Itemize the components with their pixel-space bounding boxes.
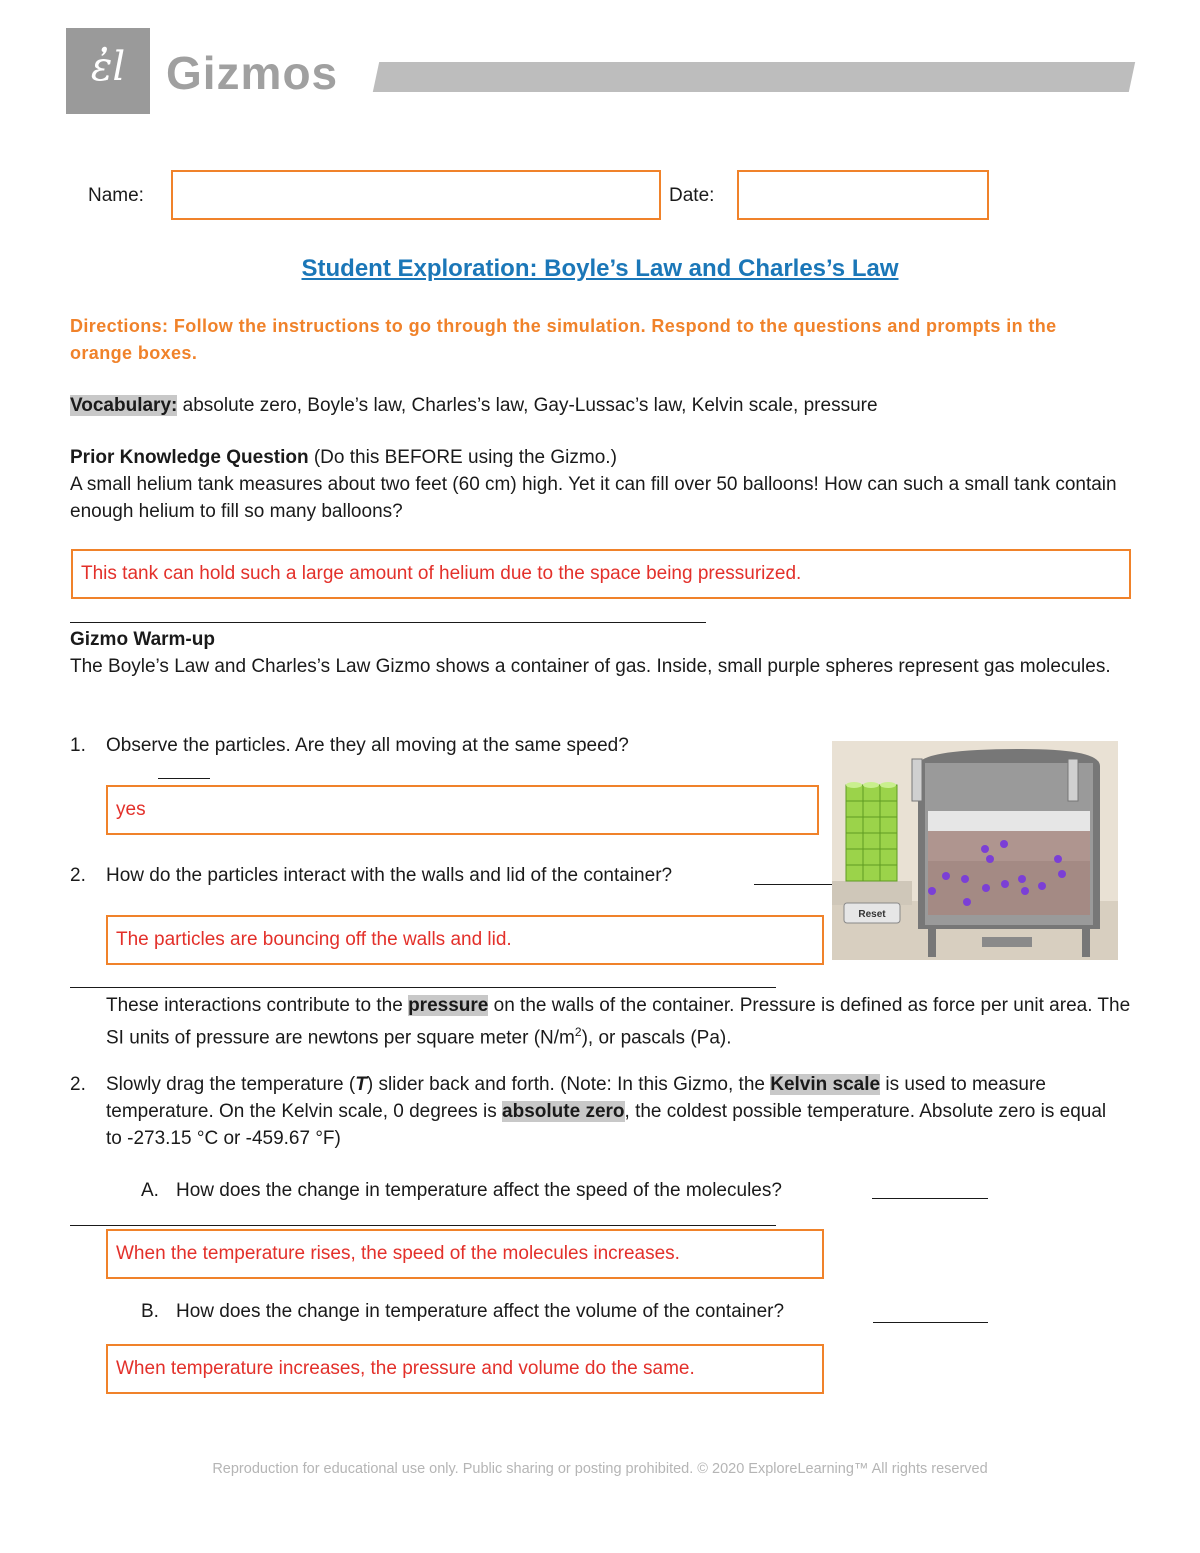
header-bar [373, 62, 1135, 92]
page-title: Student Exploration: Boyle’s Law and Charles’s Law [301, 255, 899, 282]
explorelearning-logo-icon: ἐl [90, 44, 126, 90]
q1-blank [158, 778, 210, 779]
pressure-superscript: 2 [574, 1025, 582, 1039]
qB-text: How does the change in temperature affect the volume of the container? [176, 1301, 785, 1322]
qB-label: B. [141, 1301, 159, 1322]
kelvin-scale-term: Kelvin scale [770, 1074, 881, 1095]
q1-answer[interactable]: yes [106, 785, 819, 835]
q2-blank [754, 884, 832, 885]
q3-text-3: is used to measure temperature. On the Kelvin scale, 0 degrees is [106, 1074, 1046, 1122]
warmup-heading: Gizmo Warm-up [70, 629, 215, 650]
reset-button-label: Reset [858, 909, 886, 920]
qB-answer[interactable]: When temperature increases, the pressure and volume do the same. [106, 1344, 824, 1394]
pressure-text-2: on the walls of the container. Pressure is defined as force per unit area. The SI units of pressure are newtons per square meter (N/m [106, 995, 1131, 1049]
prior-knowledge-heading: Prior Knowledge Question [70, 447, 309, 468]
q3-text-2: ) slider back and forth. (Note: In this Gizmo, the [366, 1074, 765, 1095]
q3-number: 2. [70, 1074, 86, 1095]
gizmo-screenshot [832, 741, 1118, 960]
qA-blank [872, 1198, 988, 1199]
warmup-section [70, 626, 1120, 680]
qA-answer[interactable]: When the temperature rises, the speed of the molecules increases. [106, 1229, 824, 1279]
name-label: Name: [88, 185, 144, 206]
gizmo-container-illustration [832, 741, 1118, 960]
q3-text-4: , the coldest possible temperature. Absolute zero is equal to -273.15 °C or -459.67 °F) [106, 1101, 1107, 1149]
footer-copyright: Reproduction for educational use only. Public sharing or posting prohibited. © 2020 ExploreLearning™ All rights reserved [212, 1461, 988, 1477]
pressure-text-1: These interactions contribute to the [106, 995, 403, 1016]
absolute-zero-term: absolute zero [502, 1101, 625, 1122]
brand-name: Gizmos [166, 47, 339, 99]
divider [70, 1225, 776, 1226]
pressure-text-3: ), or pascals (Pa). [581, 1027, 732, 1049]
q1-text: Observe the particles. Are they all moving at the same speed? [106, 735, 629, 756]
q3-text [106, 1071, 1126, 1152]
q2-answer[interactable]: The particles are bouncing off the walls and lid. [106, 915, 824, 965]
q3-variable: T [355, 1074, 367, 1095]
vocabulary [70, 392, 1130, 419]
date-label: Date: [669, 185, 715, 206]
name-field[interactable] [171, 170, 661, 220]
warmup-intro: The Boyle’s Law and Charles’s Law Gizmo shows a container of gas. Inside, small purple spheres represent gas molecules. [70, 656, 1111, 677]
vocabulary-label: Vocabulary: [70, 395, 178, 416]
q2-text: How do the particles interact with the walls and lid of the container? [106, 865, 673, 886]
prior-knowledge-question: A small helium tank measures about two feet (60 cm) high. Yet it can fill over 50 balloons! How can such a small tank contain enough helium to fill so many balloons? [70, 474, 1117, 522]
directions: Directions: Follow the instructions to go through the simulation. Respond to the questions and prompts in the orange boxes. [70, 316, 1057, 363]
divider [70, 987, 776, 988]
qB-blank [873, 1322, 988, 1323]
prior-knowledge-note: (Do this BEFORE using the Gizmo.) [313, 447, 617, 468]
vocabulary-terms: absolute zero, Boyle’s law, Charles’s law, Gay-Lussac’s law, Kelvin scale, pressure [182, 395, 878, 416]
date-field[interactable] [737, 170, 989, 220]
q1-number: 1. [70, 735, 86, 756]
divider [70, 622, 706, 623]
q2-number: 2. [70, 865, 86, 886]
pressure-paragraph [106, 992, 1141, 1051]
prior-knowledge-answer[interactable]: This tank can hold such a large amount of helium due to the space being pressurized. [71, 549, 1131, 599]
qA-text: How does the change in temperature affect the speed of the molecules? [176, 1180, 782, 1201]
qA-label: A. [141, 1180, 159, 1201]
prior-knowledge [70, 444, 1120, 525]
q3-text-1: Slowly drag the temperature ( [106, 1074, 356, 1095]
pressure-term: pressure [408, 995, 489, 1016]
